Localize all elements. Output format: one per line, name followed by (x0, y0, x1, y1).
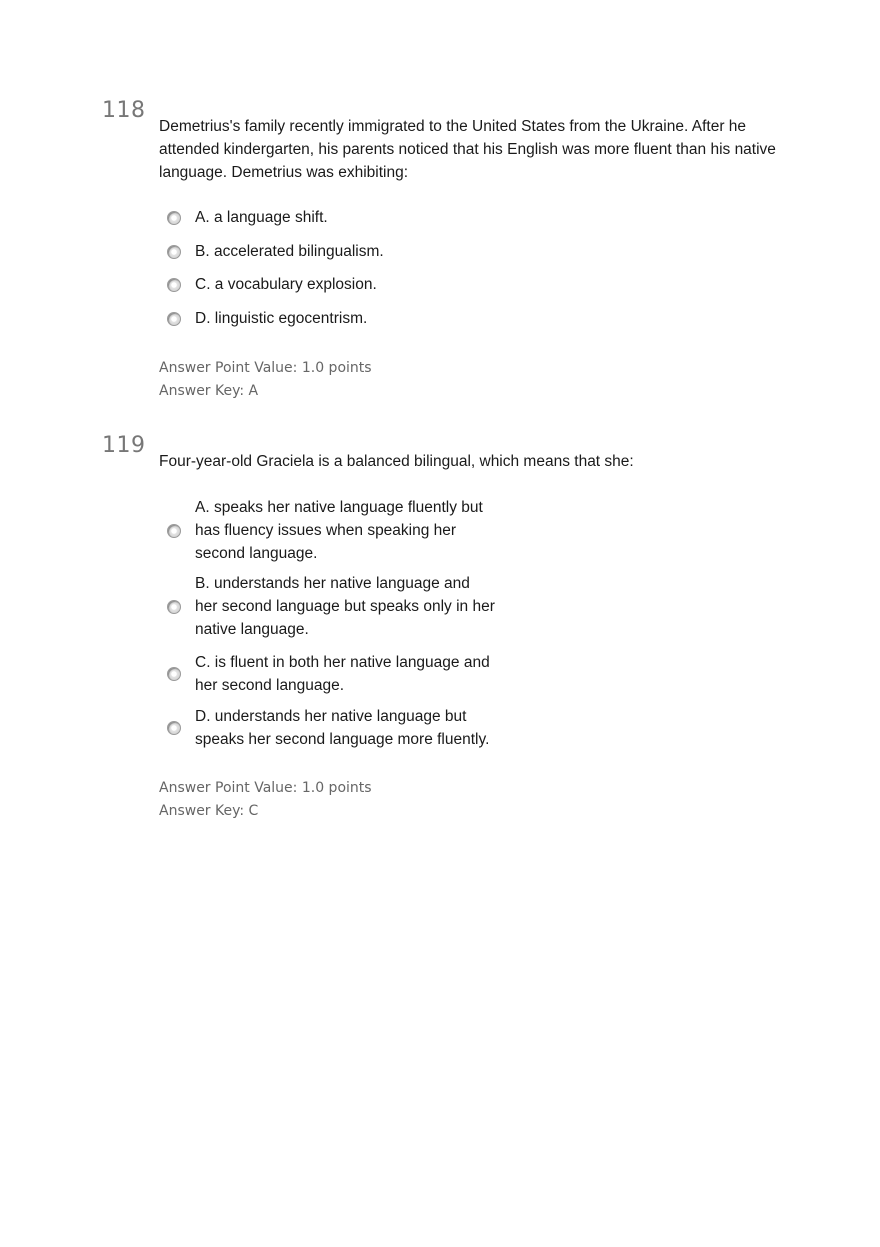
option-d[interactable] (165, 307, 495, 330)
radio-button[interactable] (167, 278, 181, 292)
question-text: Demetrius's family recently immigrated to the United States from the Ukraine. After he attended kindergarten, his parents noticed that his English was more fluent than his native language. Demetrius was exhibiting: (159, 118, 776, 181)
radio-button[interactable] (167, 211, 181, 225)
option-label: A. speaks her native language fluently but has fluency issues when speaking her second language. (195, 499, 483, 562)
answer-point-value: Answer Point Value: 1.0 points (159, 780, 372, 796)
radio-button[interactable] (167, 312, 181, 326)
answer-point-value: Answer Point Value: 1.0 points (159, 360, 372, 376)
radio-button[interactable] (167, 667, 181, 681)
option-d[interactable] (165, 705, 495, 751)
option-label: B. accelerated bilingualism. (195, 243, 384, 260)
question-number: 119 (102, 433, 146, 458)
radio-button[interactable] (167, 524, 181, 538)
option-c[interactable] (165, 273, 495, 296)
option-label: A. a language shift. (195, 209, 328, 226)
option-b[interactable] (165, 240, 495, 263)
question-number: 118 (102, 98, 146, 123)
option-b[interactable] (165, 572, 495, 641)
radio-button[interactable] (167, 721, 181, 735)
option-label: C. a vocabulary explosion. (195, 276, 377, 293)
option-a[interactable] (165, 496, 495, 565)
answer-key: Answer Key: C (159, 803, 259, 819)
option-label: D. understands her native language but speaks her second language more fluently. (195, 708, 490, 748)
answer-key: Answer Key: A (159, 383, 259, 399)
option-label: B. understands her native language and her second language but speaks only in her native language. (195, 575, 495, 638)
radio-button[interactable] (167, 245, 181, 259)
option-a[interactable] (165, 206, 495, 229)
option-label: C. is fluent in both her native language and her second language. (195, 654, 490, 694)
option-label: D. linguistic egocentrism. (195, 310, 368, 327)
question-text: Four-year-old Graciela is a balanced bilingual, which means that she: (159, 453, 634, 470)
radio-button[interactable] (167, 600, 181, 614)
option-c[interactable] (165, 651, 495, 697)
